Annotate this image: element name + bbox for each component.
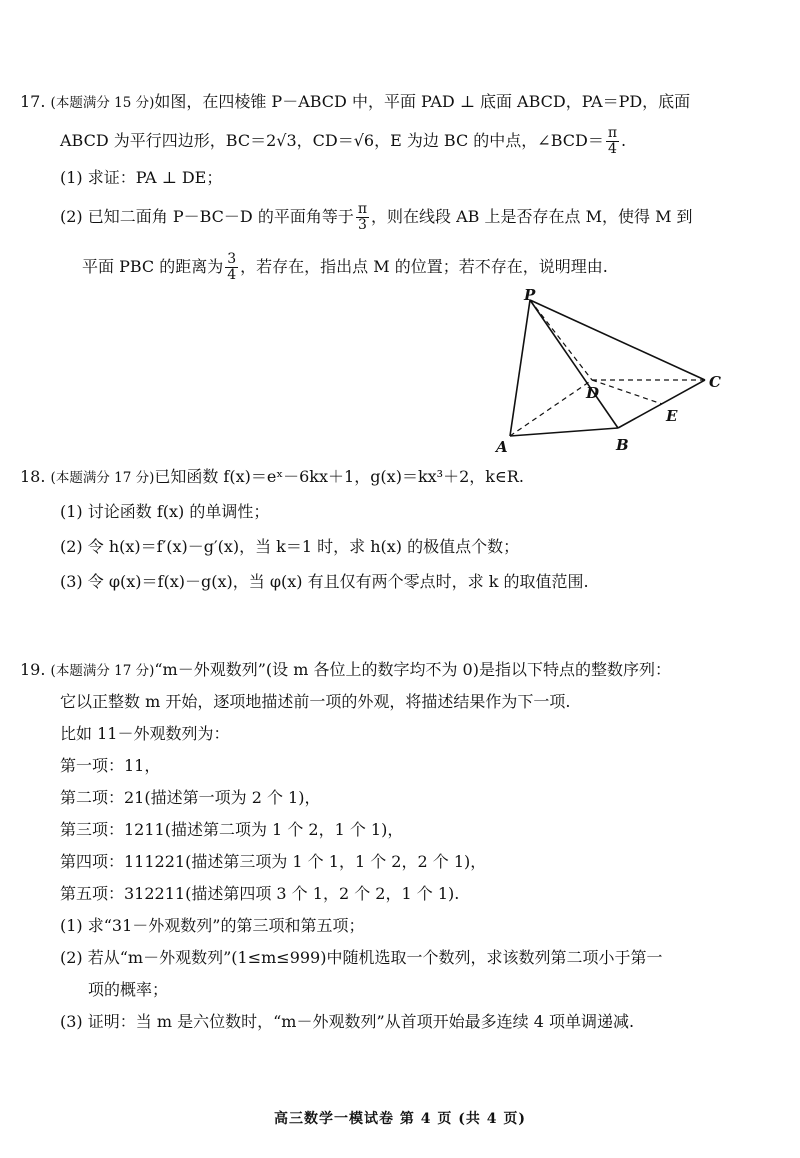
question-text: 已知函数 f(x)＝eˣ－6kx＋1，g(x)＝kx³＋2，k∈R.: [154, 467, 524, 486]
sequence-term-2: 第二项：21(描述第一项为 2 个 1)，: [60, 788, 321, 807]
sequence-term-5: 第五项：312211(描述第四项 3 个 1，2 个 2，1 个 1).: [60, 884, 460, 903]
score-note: (本题满分 15 分): [50, 95, 155, 111]
edge-AB: [510, 428, 618, 436]
question-number: 19.: [20, 660, 46, 679]
question-18-part-2: (2) 令 h(x)＝f′(x)－g′(x)，当 k＝1 时，求 h(x) 的极值点个数；: [60, 537, 520, 556]
question-text: ABCD 为平行四边形，BC＝2√3，CD＝√6，E 为边 BC 的中点，∠BCD＝: [60, 131, 604, 150]
question-19-line-3: 比如 11－外观数列为：: [60, 724, 230, 743]
question-18-part-1: (1) 讨论函数 f(x) 的单调性；: [60, 502, 270, 521]
sequence-term-3: 第三项：1211(描述第二项为 1 个 2，1 个 1)，: [60, 820, 404, 839]
question-17-part-2-cont: 平面 PBC 的距离为 $\frac{3}{4}$ ，若存在，指出点 M 的位置；若不存在，说明理由.: [82, 251, 608, 283]
edge-PC: [530, 300, 705, 380]
score-note: (本题满分 17 分): [50, 663, 155, 679]
label-A: A: [496, 438, 508, 456]
question-number: 18.: [20, 467, 46, 486]
label-B: B: [616, 436, 629, 454]
question-19-part-2-cont: 项的概率；: [88, 980, 169, 999]
question-18-stem: [20, 467, 524, 488]
label-C: C: [709, 373, 721, 391]
question-text: 如图，在四棱锥 P－ABCD 中，平面 PAD ⊥ 底面 ABCD，PA＝PD，底面: [154, 92, 691, 111]
question-19-line-2: 它以正整数 m 开始，逐项地描述前一项的外观，将描述结果作为下一项.: [60, 692, 571, 711]
question-19-part-3: (3) 证明：当 m 是六位数时，“m－外观数列”从首项开始最多连续 4 项单调递减.: [60, 1012, 635, 1031]
fraction: $\frac{3}{4}$: [227, 251, 237, 283]
edge-PA: [510, 300, 530, 436]
question-text: “m－外观数列”(设 m 各位上的数字均不为 0)是指以下特点的整数序列：: [154, 660, 671, 679]
sequence-term-4: 第四项：111221(描述第三项为 1 个 1，1 个 2，2 个 1)，: [60, 852, 487, 871]
question-19-line-1: [20, 660, 671, 681]
question-17-line-1: [20, 92, 690, 113]
page-footer: 高三数学一模试卷 第 4 页 (共 4 页): [274, 1111, 526, 1127]
fraction: $\frac{\pi}{4}$: [607, 125, 618, 157]
label-P: P: [524, 288, 536, 304]
edge-PB: [530, 300, 618, 428]
question-18-part-3: (3) 令 φ(x)＝f(x)－g(x)，当 φ(x) 有且仅有两个零点时，求 k 的取值范围.: [60, 572, 589, 591]
question-17-part-1: (1) 求证：PA ⊥ DE；: [60, 168, 223, 187]
label-E: E: [666, 407, 678, 425]
edge-DE: [592, 380, 662, 404]
edge-AD: [510, 380, 592, 436]
question-19-part-2: (2) 若从“m－外观数列”(1≤m≤999)中随机选取一个数列，求该数列第二项小于第一: [60, 948, 663, 967]
question-17-line-2: ABCD 为平行四边形，BC＝2√3，CD＝√6，E 为边 BC 的中点，∠BCD＝ $\frac{\pi}{4}$ .: [60, 125, 627, 157]
question-19-part-1: (1) 求“31－外观数列”的第三项和第五项；: [60, 916, 365, 935]
question-17-part-2: (2) 已知二面角 P－BC－D 的平面角等于 $\frac{\pi}{3}$ ，则在线段 AB 上是否存在点 M，使得 M 到: [60, 201, 693, 233]
fraction: $\frac{\pi}{3}$: [357, 201, 368, 233]
score-note: (本题满分 17 分): [50, 470, 155, 486]
edge-PD: [530, 300, 592, 380]
label-D: D: [586, 384, 600, 402]
question-number: 17.: [20, 92, 46, 111]
pyramid-figure: [490, 288, 730, 458]
sequence-term-1: 第一项：11，: [60, 756, 161, 775]
